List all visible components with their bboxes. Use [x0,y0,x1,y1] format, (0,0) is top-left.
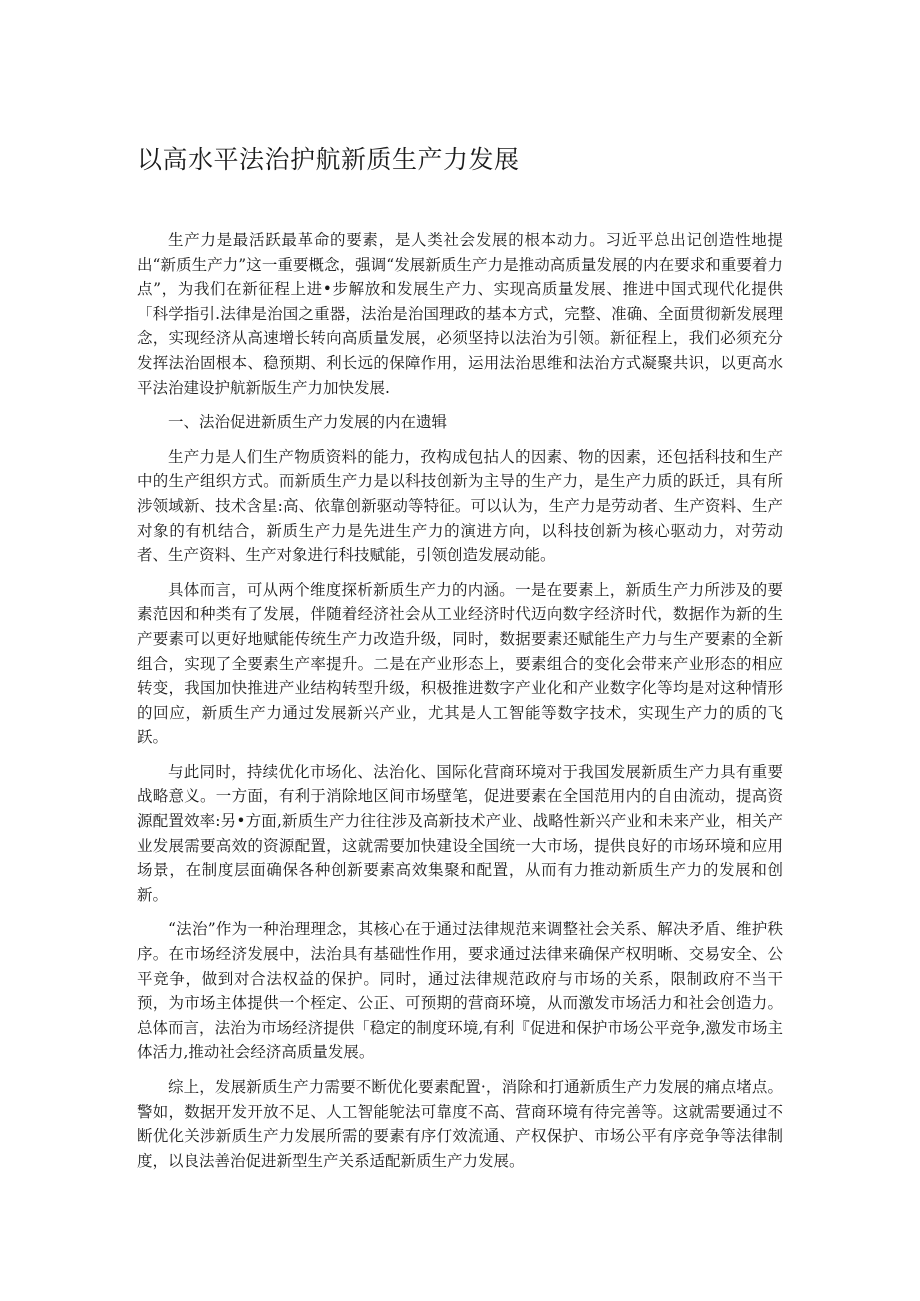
paragraph-summary: 综上，发展新质生产力需要不断优化要素配置·，消除和打通新质生产力发展的痛点堵点。警如，数据开发开放不足、人工智能鸵法可靠度不高、营商环境有待完善等。这就需要通过不断优化关涉新质生产力发展所需的要素有序仃效流通、产权保护、市场公平有序竞争等法律制度，以良法善治促进新型生产关系适配新质生产力发展。 [137,1078,783,1170]
document-body [137,228,783,1183]
section-heading: 一、法治促进新质生产力发展的内在遗辑 [168,413,448,432]
paragraph-rule-of-law: “法治”作为一种治理理念，其核心在于通过法律规范来调整社会关系、解决矛盾、维护秩序。在市场经济发展中，法治具有基础性作用，要求通过法律来确保产权明晰、交易安全、公平竞争，做到对合法权益的保护。同时，通过法律规范政府与市场的关系，限制政府不当干预，为市场主体提供一个桎定、公正、可预期的营商环境，从而激发市场活力和社会创造力。总体而言，法治为市场经济提供「稳定的制度环境,有利『促进和保护市场公平竞争,激发市场主体活力,推动社会经济高质量发展。 [137,920,783,1062]
paragraph-business-environment: 与此同时，持续优化市场化、法治化、国际化营商环境对于我国发展新质生产力具有重要战略意义。一方面，有利于消除地区间市场壁笔，促进要素在全国范用内的自由流动，提高资源配置效率:另•方面,新质生产力往往涉及高新技术产业、战略性新兴产业和未来产业，相关产业发展需要高效的资源配置，这就需要加快建设全国统一大市场，提供良好的市场环境和应用场景，在制度层面确保各种创新要素高效集聚和配置，从而有力推动新质生产力的发展和创新。 [137,762,783,904]
paragraph-productivity-definition: 生产力是人们生产物质资料的能力，孜构成包拈人的因素、物的因素，还包括科技和生产中的生产组织方式。而新质生产力是以科技创新为主导的生产力，是生产力质的跃迁，具有所涉领域新、技术含星:高、依靠创新驱动等特征。可以认为，生产力是劳动者、生产资料、生产对象的有机结合，新质生产力是先进生产力的演进方向，以科技创新为核心驱动力，对劳动者、生产资料、生产对象进行科技赋能，引领创造发展动能。 [137,447,783,565]
document-title: 以高水平法治护航新质生产力发展 [137,145,520,174]
paragraph-two-dimensions: 具体而言，可从两个维度探析新质生产力的内涵。一是在要素上，新质生产力所涉及的要素范因和种类有了发展，伴随着经济社会从工业经济时代迈向数字经济时代，数据作为新的生产要素可以更好地赋能传统生产力改造升级，同时，数据要素还赋能生产力与生产要素的全新组合，实现了全要素生产率提升。二是在产业形态上，要素组合的变化会带来产业形态的相应转变，我国加快推进产业结构转型升级，积极推进数字产业化和产业数字化等均是对这种情形的回应，新质生产力通过发展新兴产业，尤其是人工智能等数字技术，实现生产力的质的飞跃。 [137,580,783,747]
paragraph-intro: 生产力是最活跃最革命的要素，是人类社会发展的根本动力。习近平总出记创造性地提出“新质生产力”这一重要概念，强调“发展新质生产力是推动高质量发展的内在要求和重要着力点”，为我们在新征程上进•步解放和发展生产力、实现高质量发展、推进中国式现代化提供「科学指引.法律是治国之重器，法治是治国理政的基本方式，完整、准确、全面贯彻新发展理念，实现经济从高速增长转向高质量发展，必须坚持以法治为引领。新征程上，我们必须充分发挥法治固根本、稳预期、利长远的保障作用，运用法治思维和法治方式凝聚共识，以更高水平法治建设护航新版生产力加快发展. [137,231,783,397]
